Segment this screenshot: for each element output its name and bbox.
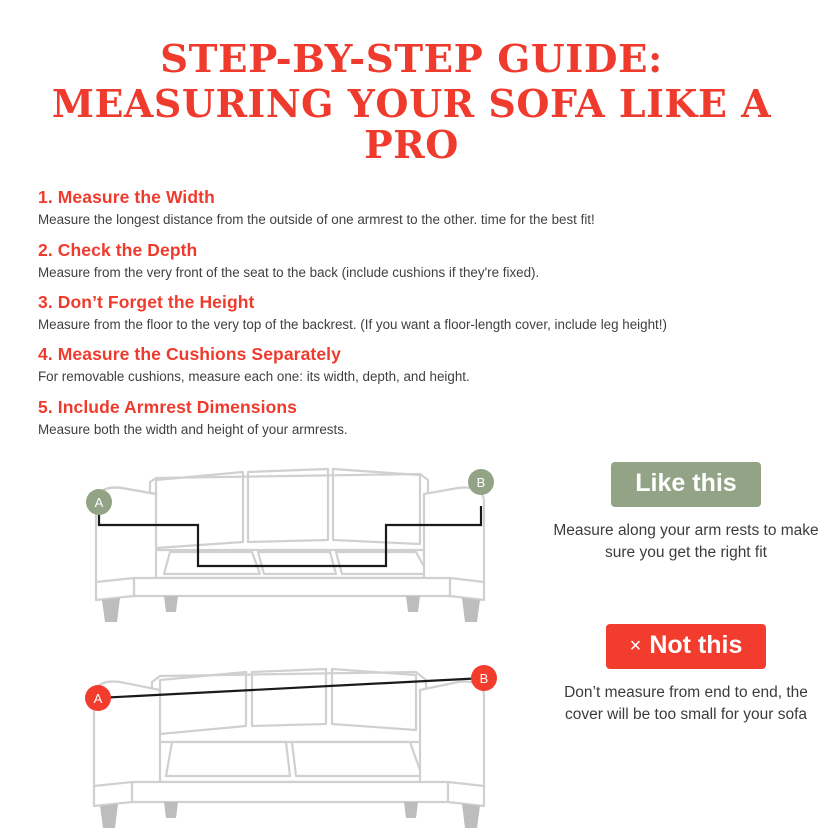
- step-item-4: [38, 344, 785, 385]
- sofa-diagram-incorrect: [38, 650, 538, 835]
- title-line-2: MEASURING YOUR SOFA LIKE A PRO: [51, 81, 772, 168]
- step-item-1: [38, 187, 785, 228]
- title-line-1: STEP-BY-STEP GUIDE:: [160, 36, 663, 81]
- step-item-3: [38, 292, 785, 333]
- marker-a-good-label: A: [94, 495, 104, 511]
- comparison-section: [38, 450, 819, 835]
- like-this-badge: [611, 462, 760, 507]
- step-title-5: 5. Include Armrest Dimensions: [38, 396, 297, 417]
- step-body-2: Measure from the very front of the seat to the back (include cushions if they're fixed).: [38, 264, 540, 280]
- marker-a-bad-label: A: [93, 691, 103, 707]
- sofa-diagram-correct: [38, 450, 538, 630]
- step-body-5: Measure both the width and height of your armrests.: [38, 421, 348, 437]
- callout-incorrect: [552, 624, 820, 726]
- marker-b-bad-label: B: [479, 671, 489, 687]
- like-this-text: Measure along your arm rests to make sure you get the right fit: [553, 522, 819, 562]
- marker-b-good-label: B: [476, 475, 486, 491]
- step-item-5: [38, 397, 785, 438]
- not-this-text: Don’t measure from end to end, the cover will be too small for your sofa: [564, 684, 808, 724]
- step-title-1: 1. Measure the Width: [38, 187, 215, 208]
- step-title-3: 3. Don’t Forget the Height: [38, 291, 255, 312]
- not-this-badge: [606, 624, 767, 669]
- cross-icon: ×: [629, 634, 642, 657]
- not-this-badge-label: Not this: [649, 631, 743, 660]
- step-body-1: Measure the longest distance from the outside of one armrest to the other. time for the best fit!: [38, 212, 595, 228]
- step-title-4: 4. Measure the Cushions Separately: [38, 344, 341, 365]
- callout-correct: [552, 462, 820, 564]
- like-this-badge-label: Like this: [635, 469, 737, 498]
- page-title: [38, 30, 785, 168]
- callout-column: [538, 450, 820, 835]
- steps-list: [38, 187, 785, 438]
- sofa-diagrams: [38, 450, 538, 835]
- step-title-2: 2. Check the Depth: [38, 239, 198, 260]
- step-item-2: [38, 240, 785, 281]
- step-body-3: Measure from the floor to the very top of the backrest. (If you want a floor-length cover, include leg height!): [38, 316, 667, 332]
- step-body-4: For removable cushions, measure each one: its width, depth, and height.: [38, 369, 470, 385]
